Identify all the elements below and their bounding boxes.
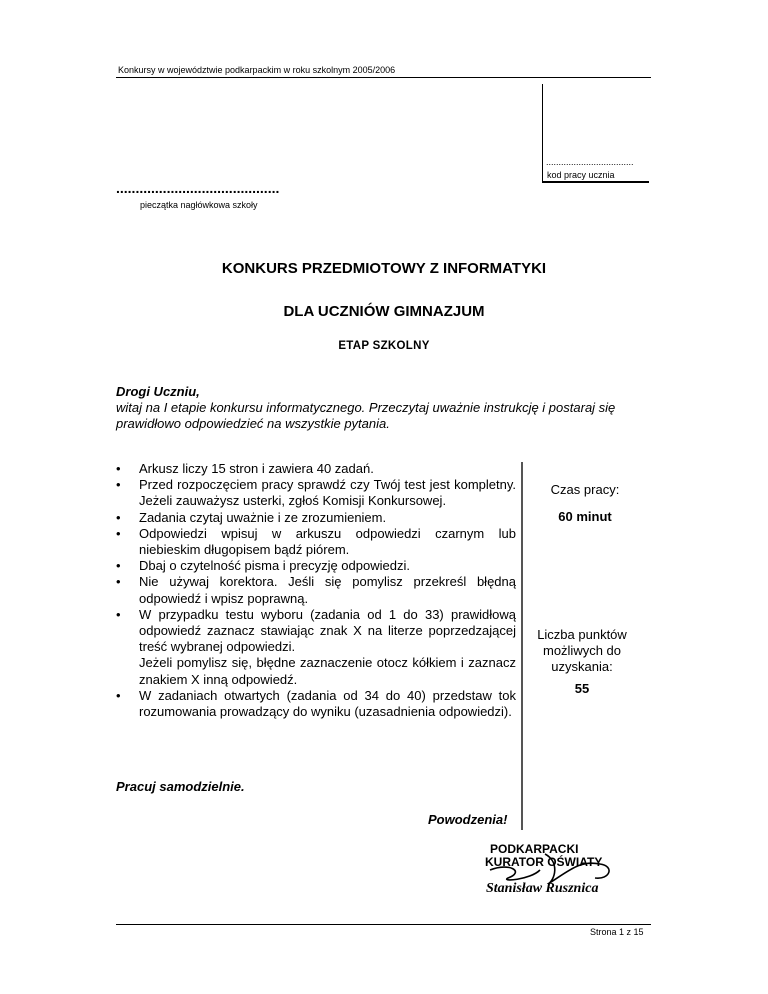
rule-text: Nie używaj korektora. Jeśli się pomylisz przekreśl błędną odpowiedź i wpisz poprawną. [139,574,516,606]
code-box-underline [542,181,649,183]
points-value: 55 [574,681,590,696]
work-alone-note: Pracuj samodzielnie. [116,779,245,794]
rule-item [116,510,516,526]
good-luck-note: Powodzenia! [428,812,508,827]
time-label: Czas pracy: [550,482,620,497]
page-subtitle: DLA UCZNIÓW GIMNAZJUM [283,303,485,320]
rule-text: Arkusz liczy 15 stron i zawiera 40 zadań. [139,461,374,476]
signature-name: Stanisław Rusznica [486,881,599,896]
rule-item [116,526,516,558]
student-code-field: ................................... [546,157,634,167]
school-stamp-label: pieczątka nagłówkowa szkoły [140,200,258,210]
stage-title: ETAP SZKOLNY [338,340,430,352]
code-box-border [542,84,543,182]
rule-note: Jeżeli pomylisz się, błędne zaznaczenie otocz kółkiem i zaznacz znakiem X inną odpowiedź. [139,655,516,687]
rule-text: Dbaj o czytelność pisma i precyzję odpowiedzi. [139,558,410,574]
student-code-label: kod pracy ucznia [547,170,615,180]
rule-text: W przypadku testu wyboru (zadania od 1 do 33) prawidłową odpowiedź zaznacz stawiając znak X na literze poprzedzającej treść wybranej odpowiedzi. [139,606,516,655]
seal-subtitle: KURATOR OŚWIATY [485,855,603,869]
page-title: KONKURS PRZEDMIOTOWY Z INFORMATYKI [221,260,547,277]
time-value: 60 minut [558,509,612,524]
rule-item [116,688,516,720]
school-stamp-field: .......................................... [116,180,280,196]
footer-rule [116,924,651,925]
rules-list [116,461,516,720]
page-number: Strona 1 z 15 [590,927,644,937]
rule-item [116,477,516,509]
seal-title: PODKARPACKI [490,842,579,856]
rule-item [116,558,516,574]
rule-text: Przed rozpoczęciem pracy sprawdź czy Twój test jest kompletny. Jeżeli zauważysz usterki, zgłoś Komisji Konkursowej. [139,477,516,509]
rule-item [116,461,516,477]
intro-text: witaj na I etapie konkursu informatycznego. Przeczytaj uważnie instrukcję i postaraj się prawidłowo odpowiedzieć na wszystkie pytania. [116,400,616,431]
rule-text: Odpowiedzi wpisuj w arkuszu odpowiedzi czarnym lub niebieskim długopisem bądź piórem. [139,525,516,558]
header-text: Konkursy w województwie podkarpackim w roku szkolnym 2005/2006 [118,65,396,75]
rule-item [116,607,516,688]
rule-item [116,574,516,606]
rule-text: Zadania czytaj uważnie i ze zrozumieniem. [139,509,387,525]
points-label: Liczba punktów możliwych do uzyskania: [537,627,627,674]
header-rule [116,77,651,78]
rule-text: W zadaniach otwartych (zadania od 34 do 40) przedstaw tok rozumowania prowadzący do wyniku (uzasadnienia odpowiedzi). [139,687,516,720]
greeting: Drogi Uczniu, [116,384,200,399]
